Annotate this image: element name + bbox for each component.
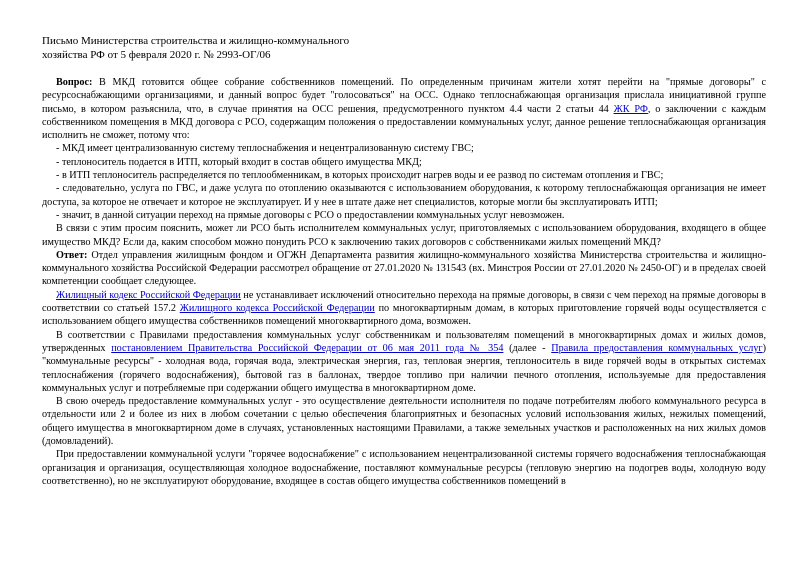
list-item: - значит, в данной ситуации переход на прямые договоры с РСО о предоставлении коммунальных услуг невозможен. <box>56 209 565 221</box>
answer-3-text-a: В соответствии с Правилами предоставления коммунальных услуг собственникам и пользователям помещений в многоквартирных домах и жилых домов, утвержденных <box>42 329 766 354</box>
answer-paragraph-4: В свою очередь предоставление коммунальных услуг - это осуществление деятельности исполнителя по подаче потребителям любого коммунального ресурса в отдельности или 2 и более из них в любом сочетании с целью обеспечения благоприятных и безопасных условий использования жилых, нежилых помещений, общего имущества в многоквартирном доме в случаях, установленных настоящими Правилами, а также земельных участков и расположенных на них жилых домов (домовладений). <box>42 396 766 448</box>
answer-2-text-b: по многоквартирным домам, в которых приготовление горячей воды осуществляется с использованием общего имущества собственников помещений многоквартирного дома, возможен. <box>42 303 766 328</box>
question-request-paragraph: В связи с этим просим пояснить, может ли РСО быть исполнителем коммунальных услуг, приготовляемых с использованием оборудования, входящего в общее имущество МКД? Если да, каким способом можно понудить РСО к заключению таких договоров с собственниками жилых помещений МКД? <box>42 223 766 248</box>
answer-3-text-b: (далее - <box>503 342 552 354</box>
answer-paragraph-3 <box>42 329 766 395</box>
list-item: - в ИТП теплоноситель распределяется по теплообменникам, в которых происходит нагрев воды и ее развод по системам отопления и ГВС; <box>56 170 664 182</box>
answer-2-text-a: не устанавливает исключений относительно перехода на прямые договоры, в связи с чем переход на прямые договоры в соответствии со статьей 157.2 <box>42 289 766 315</box>
link-zhk-rf[interactable]: ЖК РФ <box>613 103 648 115</box>
question-label: Вопрос: <box>56 77 93 88</box>
link-housing-code-2[interactable]: Жилищного кодекса Российской Федерации <box>179 303 375 315</box>
answer-label: Ответ: <box>56 249 88 261</box>
link-resolution-354[interactable]: постановлением Правительства Российской Федерации от 06 мая 2011 года № 354 <box>111 342 504 354</box>
question-text-a: В МКД готовится общее собрание собственников помещений. По определенным причинам жители хотят перейти на "прямые договоры" с ресурсоснабжающими организациями, и данный вопрос будет "голосоваться" на ОСС. Однако теплоснабжающая организация прислала инициативной группе письмо, в котором разъяснила, что, в случае принятия на ОСС решения, предусмотренного пунктом 4.4 части 2 статьи 44 <box>42 77 766 115</box>
list-item: - МКД имеет централизованную систему теплоснабжения и нецентрализованную систему ГВС; <box>56 143 474 155</box>
link-rules[interactable]: Правила предоставления коммунальных услуг <box>551 342 763 354</box>
document-page <box>42 35 766 488</box>
list-item: - следовательно, услуга по ГВС, и даже услуга по отоплению оказываются с использованием оборудования, к которому теплоснабжающая организация не имеет доступа, за которое не отвечает и которое не эксплуатирует. И у нее в штате даже нет специалистов, которые могли бы эксплуатировать ИТП; <box>42 183 766 208</box>
answer-3-text-c: ) "коммунальные ресурсы" - холодная вода, горячая вода, электрическая энергия, газ, тепловая энергия, теплоноситель в виде горячей воды в открытых системах теплоснабжения (горячего водоснабжения), бытовой газ в баллонах, твердое топливо при наличии печного отопления, используемые для предоставления коммунальных услуг и потребляемые при содержании общего имущества в многоквартирном доме. <box>42 342 767 394</box>
answer-paragraph <box>42 249 766 289</box>
link-housing-code[interactable]: Жилищный кодекс Российской Федерации <box>56 289 241 301</box>
title-line-1: Письмо Министерства строительства и жилищно-коммунального <box>42 35 350 47</box>
document-title <box>42 35 442 62</box>
question-paragraph <box>42 76 766 142</box>
question-text-b: , о заключении с каждым собственником помещения в МКД договора с РСО, содержащим положения о предоставлении коммунальных услуг, данное решение теплоснабжающая организация исполнить не сможет, потому что: <box>42 103 767 142</box>
answer-paragraph-5: При предоставлении коммунальной услуги "горячее водоснабжение" с использованием нецентрализованной системы горячего водоснабжения теплоснабжающая организация и организация, осуществляющая холодное водоснабжение, поставляют коммунальные ресурсы (тепловую энергию на подогрев воды, холодную воду соответственно), но не эксплуатируют оборудование, входящее в состав общего имущества собственников помещений в <box>42 449 766 487</box>
title-line-2: хозяйства РФ от 5 февраля 2020 г. № 2993-ОГ/06 <box>42 48 271 61</box>
list-item: - теплоноситель подается в ИТП, который входит в состав общего имущества МКД; <box>56 156 422 168</box>
answer-paragraph-2 <box>42 289 766 329</box>
answer-text: Отдел управления жилищным фондом и ОГЖН Департамента развития жилищно-коммунального хозяйства Министерства строительства и жилищно-коммунального хозяйства Российской Федерации рассмотрел обращение от 27.01.2020 № 131543 (вх. Минстроя России от 27.01.2020 № 2450-ОГ) и в пределах своей компетенции сообщает следующее. <box>42 249 766 288</box>
